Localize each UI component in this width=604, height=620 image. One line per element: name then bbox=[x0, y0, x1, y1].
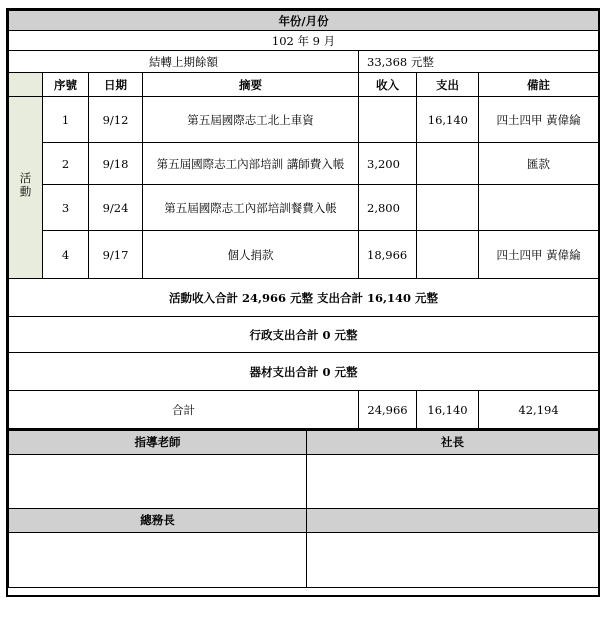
general-affairs-signature-box bbox=[9, 532, 307, 587]
table-row bbox=[9, 231, 599, 279]
col-summary-header: 摘要 bbox=[143, 73, 359, 97]
row-expense bbox=[417, 143, 479, 185]
row-remark: 四土四甲 黃偉綸 bbox=[479, 97, 599, 143]
col-index-header: 序號 bbox=[43, 73, 89, 97]
signature-table bbox=[8, 429, 599, 588]
side-label-cell bbox=[9, 97, 43, 279]
carryover-value: 33,368 元整 bbox=[359, 51, 599, 73]
advisor-signature-box bbox=[9, 454, 307, 508]
row-income: 2,800 bbox=[359, 185, 417, 231]
general-affairs-signature-box-right bbox=[307, 532, 599, 587]
row-index: 1 bbox=[43, 97, 89, 143]
row-expense bbox=[417, 231, 479, 279]
side-header-blank bbox=[9, 73, 43, 97]
table-row bbox=[9, 185, 599, 231]
general-affairs-label-blank bbox=[307, 508, 599, 532]
row-date: 9/17 bbox=[89, 231, 143, 279]
row-remark bbox=[479, 185, 599, 231]
row-expense bbox=[417, 185, 479, 231]
grand-total-income: 24,966 bbox=[359, 391, 417, 429]
grand-total-expense: 16,140 bbox=[417, 391, 479, 429]
col-income-header: 收入 bbox=[359, 73, 417, 97]
grand-total-label: 合計 bbox=[9, 391, 359, 429]
finance-table bbox=[8, 10, 599, 429]
table-row bbox=[9, 143, 599, 185]
row-date: 9/12 bbox=[89, 97, 143, 143]
row-index: 4 bbox=[43, 231, 89, 279]
row-expense: 16,140 bbox=[417, 97, 479, 143]
row-income: 18,966 bbox=[359, 231, 417, 279]
general-affairs-label: 總務長 bbox=[9, 508, 307, 532]
equipment-total: 器材支出合計 0 元整 bbox=[9, 353, 599, 391]
advisor-label: 指導老師 bbox=[9, 430, 307, 454]
period-cell: 102 年 9 月 bbox=[9, 31, 599, 51]
row-index: 3 bbox=[43, 185, 89, 231]
side-label: 活動 bbox=[18, 172, 33, 199]
president-label: 社長 bbox=[307, 430, 599, 454]
row-income bbox=[359, 97, 417, 143]
row-date: 9/24 bbox=[89, 185, 143, 231]
row-remark: 匯款 bbox=[479, 143, 599, 185]
table-row bbox=[9, 97, 599, 143]
col-remark-header: 備註 bbox=[479, 73, 599, 97]
row-date: 9/18 bbox=[89, 143, 143, 185]
finance-report-sheet bbox=[6, 8, 600, 597]
carryover-label: 結轉上期餘額 bbox=[9, 51, 359, 73]
row-summary: 個人捐款 bbox=[143, 231, 359, 279]
president-signature-box bbox=[307, 454, 599, 508]
row-summary: 第五屆國際志工內部培訓餐費入帳 bbox=[143, 185, 359, 231]
row-summary: 第五屆國際志工內部培訓 講師費入帳 bbox=[143, 143, 359, 185]
row-income: 3,200 bbox=[359, 143, 417, 185]
title-cell: 年份/月份 bbox=[9, 11, 599, 31]
activity-total: 活動收入合計 24,966 元整 支出合計 16,140 元整 bbox=[9, 279, 599, 317]
col-date-header: 日期 bbox=[89, 73, 143, 97]
row-remark: 四土四甲 黃偉綸 bbox=[479, 231, 599, 279]
row-index: 2 bbox=[43, 143, 89, 185]
grand-total-balance: 42,194 bbox=[479, 391, 599, 429]
row-summary: 第五屆國際志工北上車資 bbox=[143, 97, 359, 143]
col-expense-header: 支出 bbox=[417, 73, 479, 97]
admin-total: 行政支出合計 0 元整 bbox=[9, 317, 599, 353]
